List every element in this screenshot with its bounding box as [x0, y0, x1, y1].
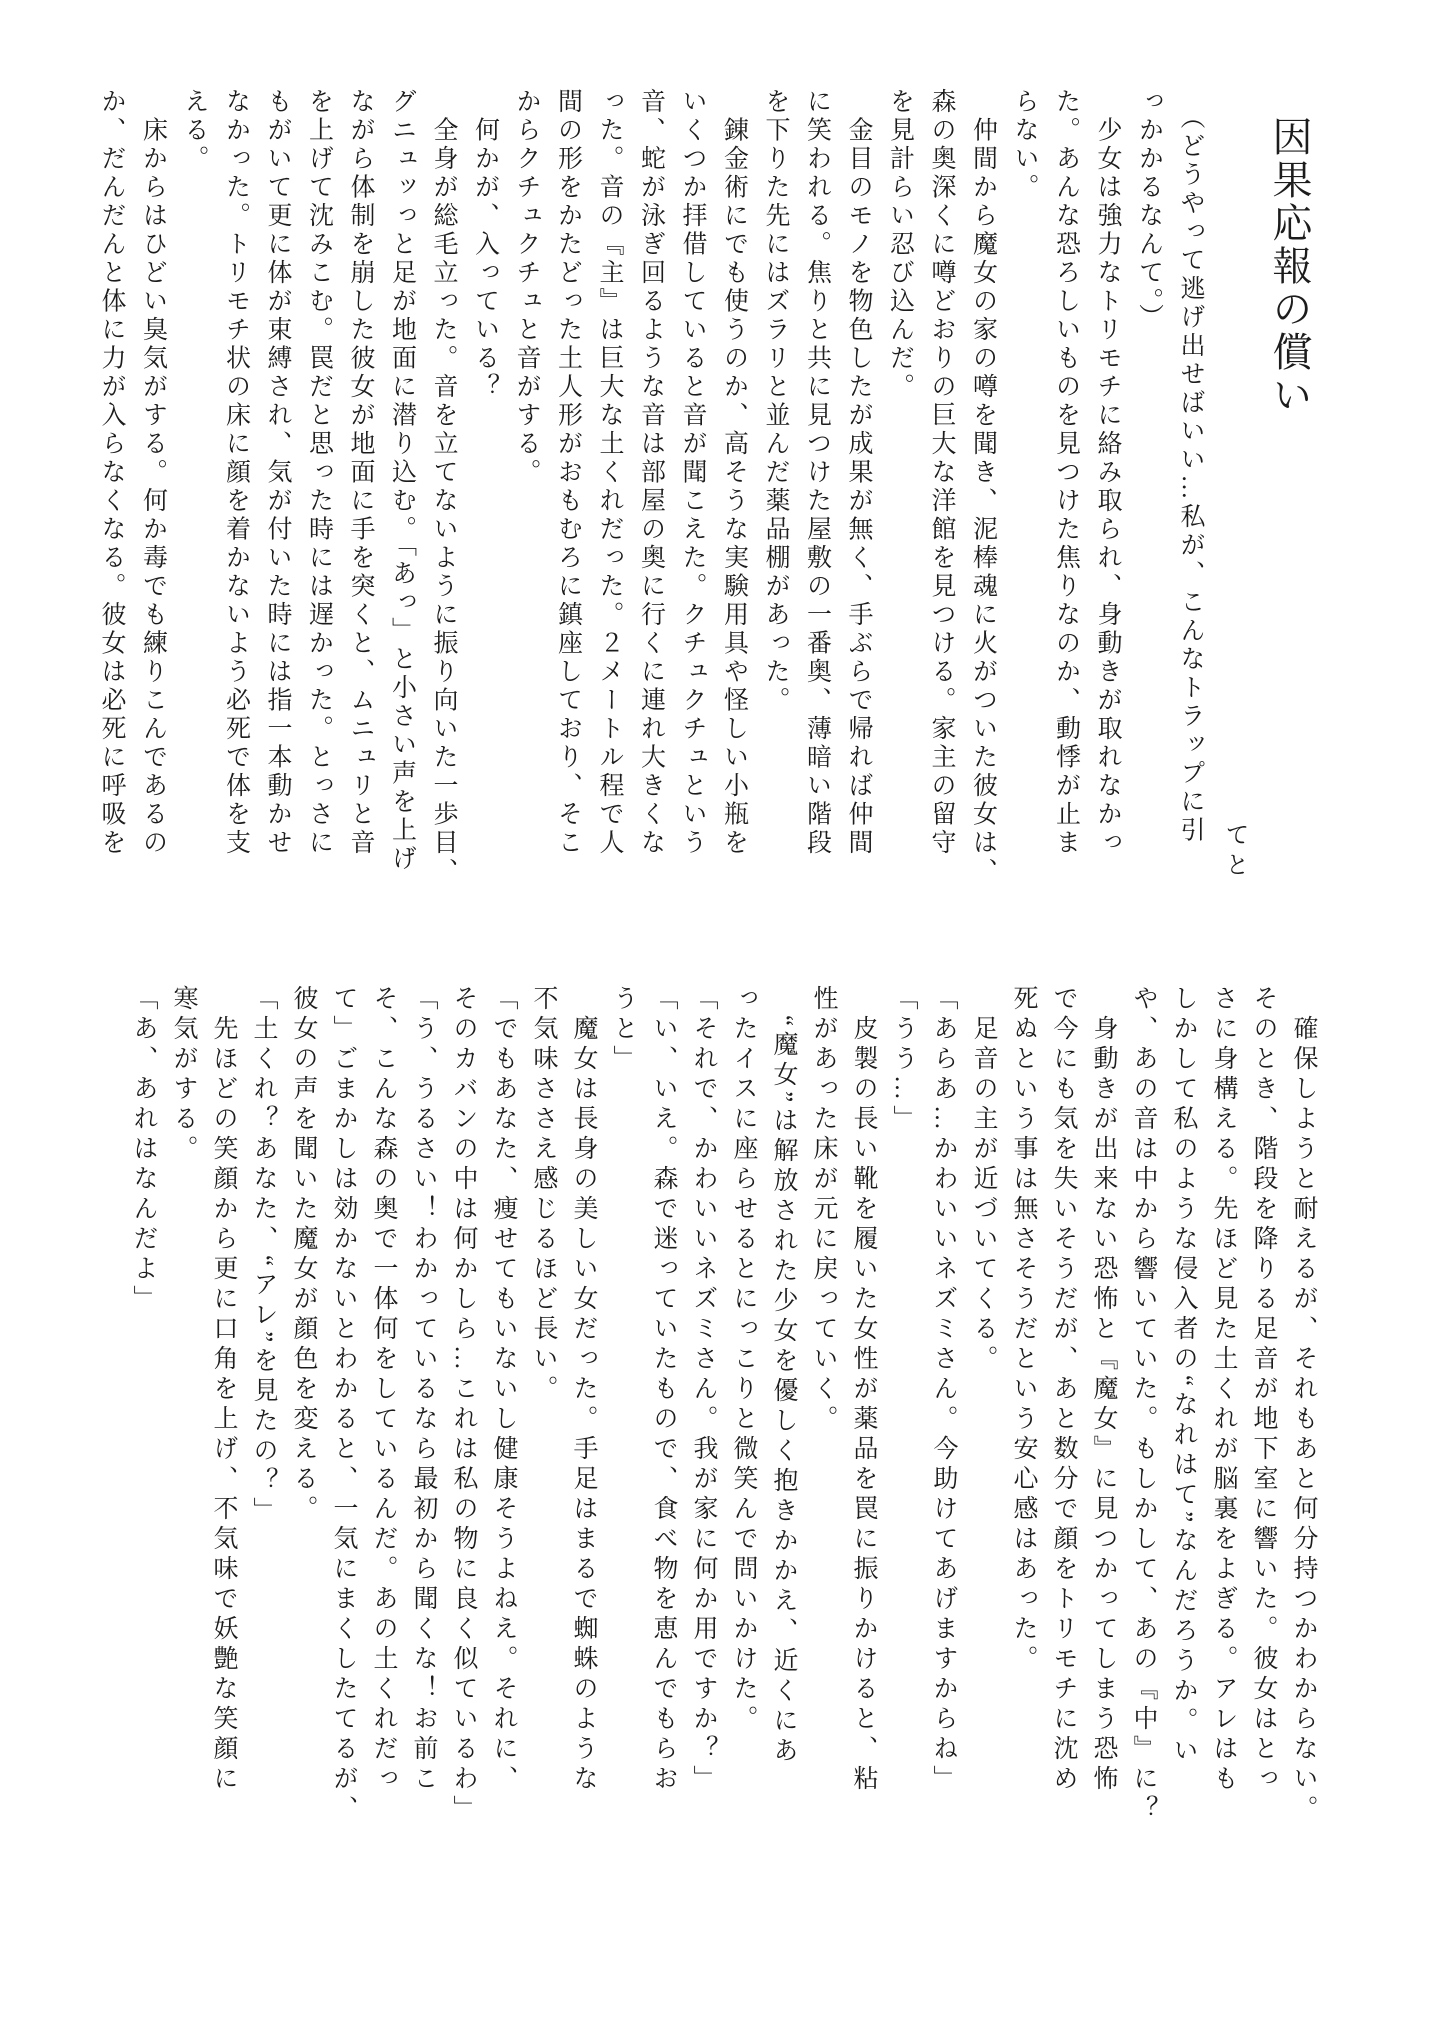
text-column: 錬金術にでも使うのか、高そうな実験用具や怪しい小瓶を	[720, 88, 748, 858]
text-column: 何かが、入っている？	[471, 88, 499, 402]
text-column: 金目のモノを物色したが成果が無く、手ぶらで帰れば仲間	[845, 88, 872, 858]
text-column: 「土くれ？あなた、“アレ”を見たの？」	[250, 985, 277, 1528]
text-column: 性があった床が元に戻っていく。	[810, 985, 837, 1435]
text-column: 床からはひどい臭気がする。何か毒でも練りこんであるの	[139, 88, 167, 858]
text-column: もがいて更に体が束縛され、気が付いた時には指一本動かせ	[264, 88, 291, 858]
text-column: らない。	[1011, 88, 1038, 202]
text-column: か、だんだんと体に力が入らなくなる。彼女は必死に呼吸を	[98, 88, 125, 858]
text-column: 「あ、あれはなんだよ」	[130, 985, 157, 1315]
text-column: 「でもあなた、痩せてもいないし健康そうよねえ。それに、	[490, 985, 517, 1795]
text-column: 魔女は長身の美しい女だった。手足はまるで蜘蛛のような	[570, 985, 597, 1795]
text-column: 全身が総毛立った。音を立てないように振り向いた一歩目、	[430, 88, 457, 886]
text-column: を上げて沈みこむ。罠だと思った時には遅かった。とっさに	[305, 88, 333, 858]
text-column: 先ほどの笑顔から更に口角を上げ、不気味で妖艶な笑顔に	[210, 985, 237, 1795]
text-column: 死ぬという事は無さそうだという安心感はあった。	[1010, 985, 1037, 1675]
text-column: いくつか拝借していると音が聞こえた。クチュクチュという	[679, 88, 706, 858]
text-column: 音、蛇が泳ぎ回るような音は部屋の奥に行くに連れ大きくな	[637, 88, 665, 858]
text-column: さに身構える。先ほど見た土くれが脳裏をよぎる。アレはも	[1210, 985, 1237, 1795]
text-column: で今にも気を失いそうだが、あと数分で顔をトリモチに沈め	[1050, 985, 1077, 1795]
text-column: を見計らい忍び込んだ。	[886, 88, 914, 402]
story-title: 因果応報の償い	[1267, 116, 1312, 417]
text-column: ながら体制を崩した彼女が地面に手を突くと、ムニュリと音	[347, 88, 374, 858]
text-column: た。あんな恐ろしいものを見つけた焦りなのか、動悸が止ま	[1052, 88, 1080, 858]
text-column: 寒気がする。	[170, 985, 197, 1165]
text-column: （どうやって逃げ出せばいい…私が、こんなトラップに引	[1177, 88, 1204, 845]
author-name: てと	[1221, 822, 1247, 882]
text-column: 少女は強力なトリモチに絡み取られ、身動きが取れなかっ	[1094, 88, 1121, 858]
text-column: そ、こんな森の奥で一体何をしているんだ。あの土くれだっ	[370, 985, 397, 1795]
text-column: っかかるなんて。）	[1135, 88, 1163, 332]
text-column: そのとき、階段を降りる足音が地下室に響いた。彼女はとっ	[1250, 985, 1277, 1795]
text-column: 彼女の声を聞いた魔女が顔色を変える。	[290, 985, 317, 1525]
text-column: 仲間から魔女の家の噂を聞き、泥棒魂に火がついた彼女は、	[969, 88, 997, 886]
text-column: える。	[181, 88, 208, 174]
text-column: 「う、うるさい！わかっているなら最初から聞くな！お前こ	[410, 985, 437, 1795]
text-column: からクチュクチュと音がする。	[513, 88, 540, 487]
text-column: 確保しようと耐えるが、それもあと何分持つかわからない。	[1290, 985, 1317, 1825]
text-column: 「うう…」	[890, 985, 917, 1135]
text-column: うと」	[610, 985, 637, 1075]
text-column: 間の形をかたどった土人形がおもむろに鎮座しており、そこ	[554, 88, 582, 858]
text-column: 皮製の長い靴を履いた女性が薬品を罠に振りかけると、粘	[850, 985, 877, 1795]
story-top-block	[91, 88, 1322, 886]
text-column: を下りた先にはズラリと並んだ薬品棚があった。	[762, 88, 789, 715]
text-column: 身動きが出来ない恐怖と『魔女』に見つかってしまう恐怖	[1090, 985, 1117, 1795]
text-column: て」ごまかしは効かないとわかると、一気にまくしたてるが、	[330, 985, 357, 1825]
story-bottom-block	[123, 985, 1323, 1827]
text-column: そのカバンの中は何かしら…これは私の物に良く似ているわ」	[450, 985, 477, 1825]
text-column: 不気味ささえ感じるほど長い。	[530, 985, 557, 1405]
text-column: や、あの音は中から響いていた。もしかして、あの『中』に？	[1130, 985, 1157, 1825]
text-column: 「い、いえ。森で迷っていたもので、食べ物を恵んでもらお	[650, 985, 677, 1795]
text-column: 「それで、かわいいネズミさん。我が家に何か用ですか？」	[690, 985, 717, 1795]
text-column: グニュッっと足が地面に潜り込む。「あっ」と小さい声を上げ	[388, 88, 416, 874]
text-column: 足音の主が近づいてくる。	[970, 985, 997, 1375]
text-column: しかして私のような侵入者の“なれはて”なんだろうか。い	[1170, 985, 1197, 1768]
text-column: ったイスに座らせるとにっこりと微笑んで問いかけた。	[730, 985, 757, 1735]
text-column: 「あらあ…かわいいネズミさん。今助けてあげますからね」	[930, 985, 957, 1795]
text-column: に笑われる。焦りと共に見つけた屋敷の一番奥、薄暗い階段	[803, 88, 831, 858]
text-column: った。音の『主』は巨大な土くれだった。２メートル程で人	[596, 88, 623, 858]
text-column: 森の奥深くに噂どおりの巨大な洋館を見つける。家主の留守	[928, 88, 955, 858]
text-column: なかった。トリモチ状の床に顔を着かないよう必死で体を支	[222, 88, 250, 858]
text-column: “魔女”は解放された少女を優しく抱きかかえ、近くにあ	[770, 985, 797, 1768]
